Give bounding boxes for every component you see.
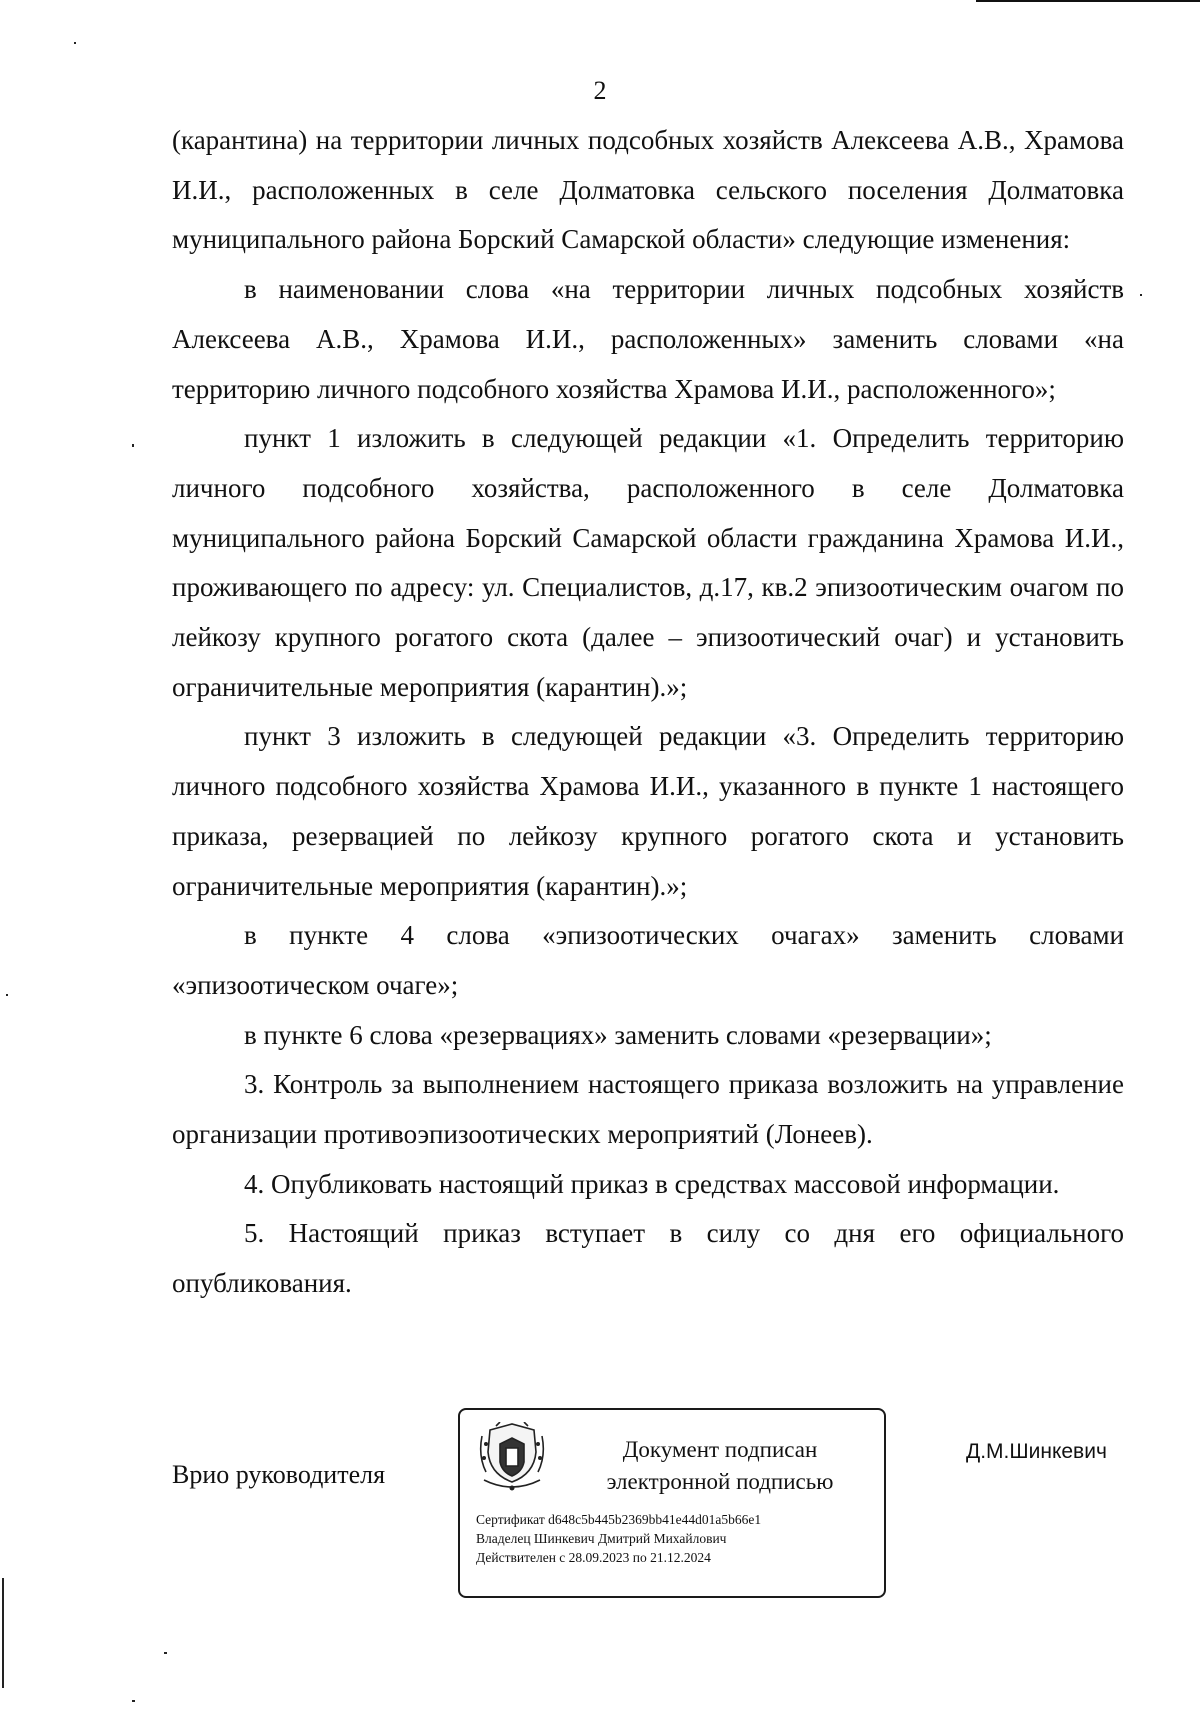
- certificate-validity: Действителен с 28.09.2023 по 21.12.2024: [476, 1550, 711, 1565]
- paragraph-8: 4. Опубликовать настоящий приказ в средствах массовой информации.: [244, 1168, 1060, 1199]
- stamp-title-line-2: электронной подписью: [606, 1469, 834, 1494]
- scan-speck: [2, 1578, 4, 1688]
- signature-block: [0, 1404, 1200, 1604]
- paragraph-7: 3. Контроль за выполнением настоящего приказа возложить на управление организации противоэпизоотических мероприятий (Лонеев).: [172, 1069, 1124, 1150]
- stamp-title-line-1: Документ подписан: [622, 1437, 818, 1462]
- certificate-number: Сертификат d648c5b445b2369bb41e44d01a5b66e1: [476, 1512, 762, 1527]
- certificate-owner: Владелец Шинкевич Дмитрий Михайлович: [476, 1531, 727, 1546]
- stamp-details: [476, 1510, 876, 1567]
- paragraph-9: 5. Настоящий приказ вступает в силу со дня его официального опубликования.: [172, 1218, 1124, 1299]
- paragraph-5: в пункте 4 слова «эпизоотических очагах» заменить словами «эпизоотическом очаге»;: [172, 920, 1124, 1000]
- signer-role: Врио руководителя: [172, 1460, 386, 1489]
- top-edge-rule: [976, 0, 1200, 2]
- stamp-title: [570, 1434, 870, 1498]
- page-number: 2: [593, 76, 607, 105]
- paragraph-2: в наименовании слова «на территории личных подсобных хозяйств Алексеева А.В., Храмова И.И., расположенных» заменить словами «на территорию личного подсобного хозяйства Храмова И.И., расположенного»;: [172, 274, 1124, 404]
- scan-speck: [132, 1700, 135, 1702]
- scan-speck: [164, 1652, 167, 1654]
- document-body: [172, 116, 1124, 1309]
- scan-speck: [6, 994, 8, 996]
- signer-name: Д.М.Шинкевич: [966, 1440, 1107, 1463]
- paragraph-4: пункт 3 изложить в следующей редакции «3. Определить территорию личного подсобного хозяйства Храмова И.И., указанного в пункте 1 настоящего приказа, резервацией по лейкозу крупного рогатого скота и установить ограничительные мероприятия (карантин).»;: [172, 721, 1124, 901]
- scan-speck: [132, 444, 134, 447]
- paragraph-6: в пункте 6 слова «резервациях» заменить словами «резервации»;: [244, 1019, 992, 1050]
- scan-speck: [74, 42, 76, 44]
- scan-speck: [1140, 294, 1142, 296]
- paragraph-1: (карантина) на территории личных подсобных хозяйств Алексеева А.В., Храмова И.И., расположенных в селе Долматовка сельского поселения Долматовка муниципального района Борский Самарской области» следующие изменения:: [172, 125, 1124, 255]
- paragraph-3: пункт 1 изложить в следующей редакции «1. Определить территорию личного подсобного хозяйства, расположенного в селе Долматовка муниципального района Борский Самарской области гражданина Храмова И.И., проживающего по адресу: ул. Специалистов, д.17, кв.2 эпизоотическим очагом по лейкозу крупного рогатого скота (далее – эпизоотический очаг) и установить ограничительные мероприятия (карантин).»;: [172, 423, 1124, 702]
- coat-of-arms-icon: [476, 1422, 548, 1498]
- electronic-signature-stamp: [458, 1408, 886, 1598]
